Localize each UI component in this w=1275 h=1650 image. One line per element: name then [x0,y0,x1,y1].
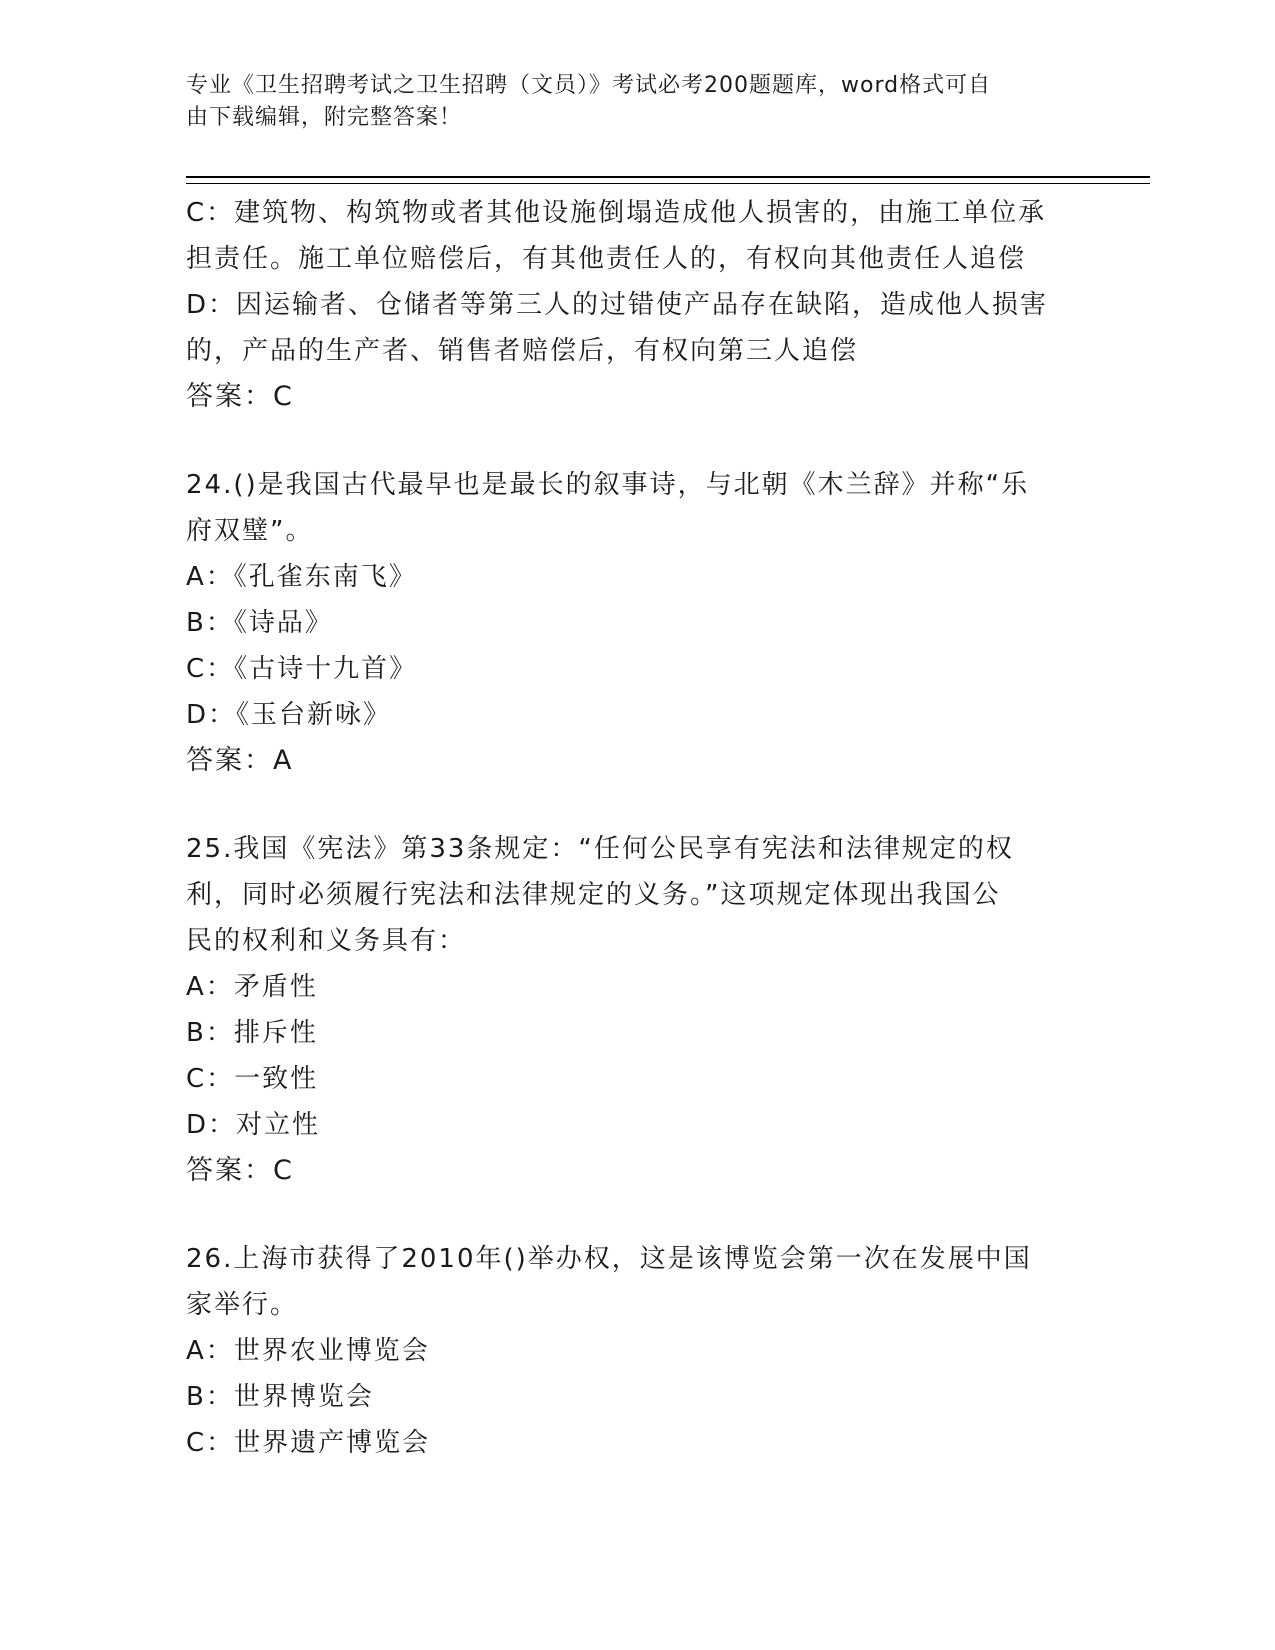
question-stem-line-1: 24.()是我国古代最早也是最长的叙事诗，与北朝《木兰辞》并称“乐 [186,470,1030,500]
document-body [186,190,1086,1466]
option-b: B：《诗品》 [186,608,333,638]
option-c: C：《古诗十九首》 [186,654,418,684]
option-d-line-1: D：因运输者、仓储者等第三人的过错使产品存在缺陷，造成他人损害 [186,290,1049,320]
option-c-line-1: C：建筑物、构筑物或者其他设施倒塌造成他人损害的，由施工单位承 [186,198,1047,228]
header-divider-thin [186,183,1150,184]
question-stem-line-3: 民的权利和义务具有： [186,926,467,956]
question-gap [186,1194,1086,1236]
option-a: A：矛盾性 [186,972,318,1002]
header-title-line-1: 专业《卫生招聘考试之卫生招聘（文员）》考试必考200题题库，word格式可自 [186,73,992,98]
question-stem-line-2: 府双璧”。 [186,516,314,546]
page-header [186,70,1086,134]
option-c: C：一致性 [186,1064,319,1094]
question-24 [186,462,1086,784]
question-25 [186,826,1086,1194]
option-a: A：《孔雀东南飞》 [186,562,417,592]
question-gap [186,420,1086,462]
option-a: A：世界农业博览会 [186,1336,430,1366]
option-b: B：世界博览会 [186,1382,374,1412]
option-c: C：世界遗产博览会 [186,1428,431,1458]
question-23-tail [186,190,1086,420]
option-b: B：排斥性 [186,1018,318,1048]
answer-line: 答案：C [186,1155,294,1186]
option-d: D：对立性 [186,1110,321,1140]
answer-line: 答案：A [186,745,294,776]
header-divider-thick [186,176,1150,178]
option-d-line-2: 的，产品的生产者、销售者赔偿后，有权向第三人追偿 [186,336,859,366]
answer-line: 答案：C [186,381,294,412]
question-gap [186,784,1086,826]
option-c-line-2: 担责任。施工单位赔偿后，有其他责任人的，有权向其他责任人追偿 [186,244,1027,274]
option-d: D：《玉台新咏》 [186,700,392,730]
question-stem-line-2: 利，同时必须履行宪法和法律规定的义务。”这项规定体现出我国公 [186,880,1001,910]
question-stem-line-2: 家举行。 [186,1290,299,1320]
header-title-line-2: 由下载编辑，附完整答案！ [186,105,463,130]
question-stem-line-1: 25.我国《宪法》第33条规定：“任何公民享有宪法和法律规定的权 [186,834,1014,864]
question-stem-line-1: 26.上海市获得了2010年()举办权，这是该博览会第一次在发展中国 [186,1244,1032,1274]
question-26 [186,1236,1086,1466]
